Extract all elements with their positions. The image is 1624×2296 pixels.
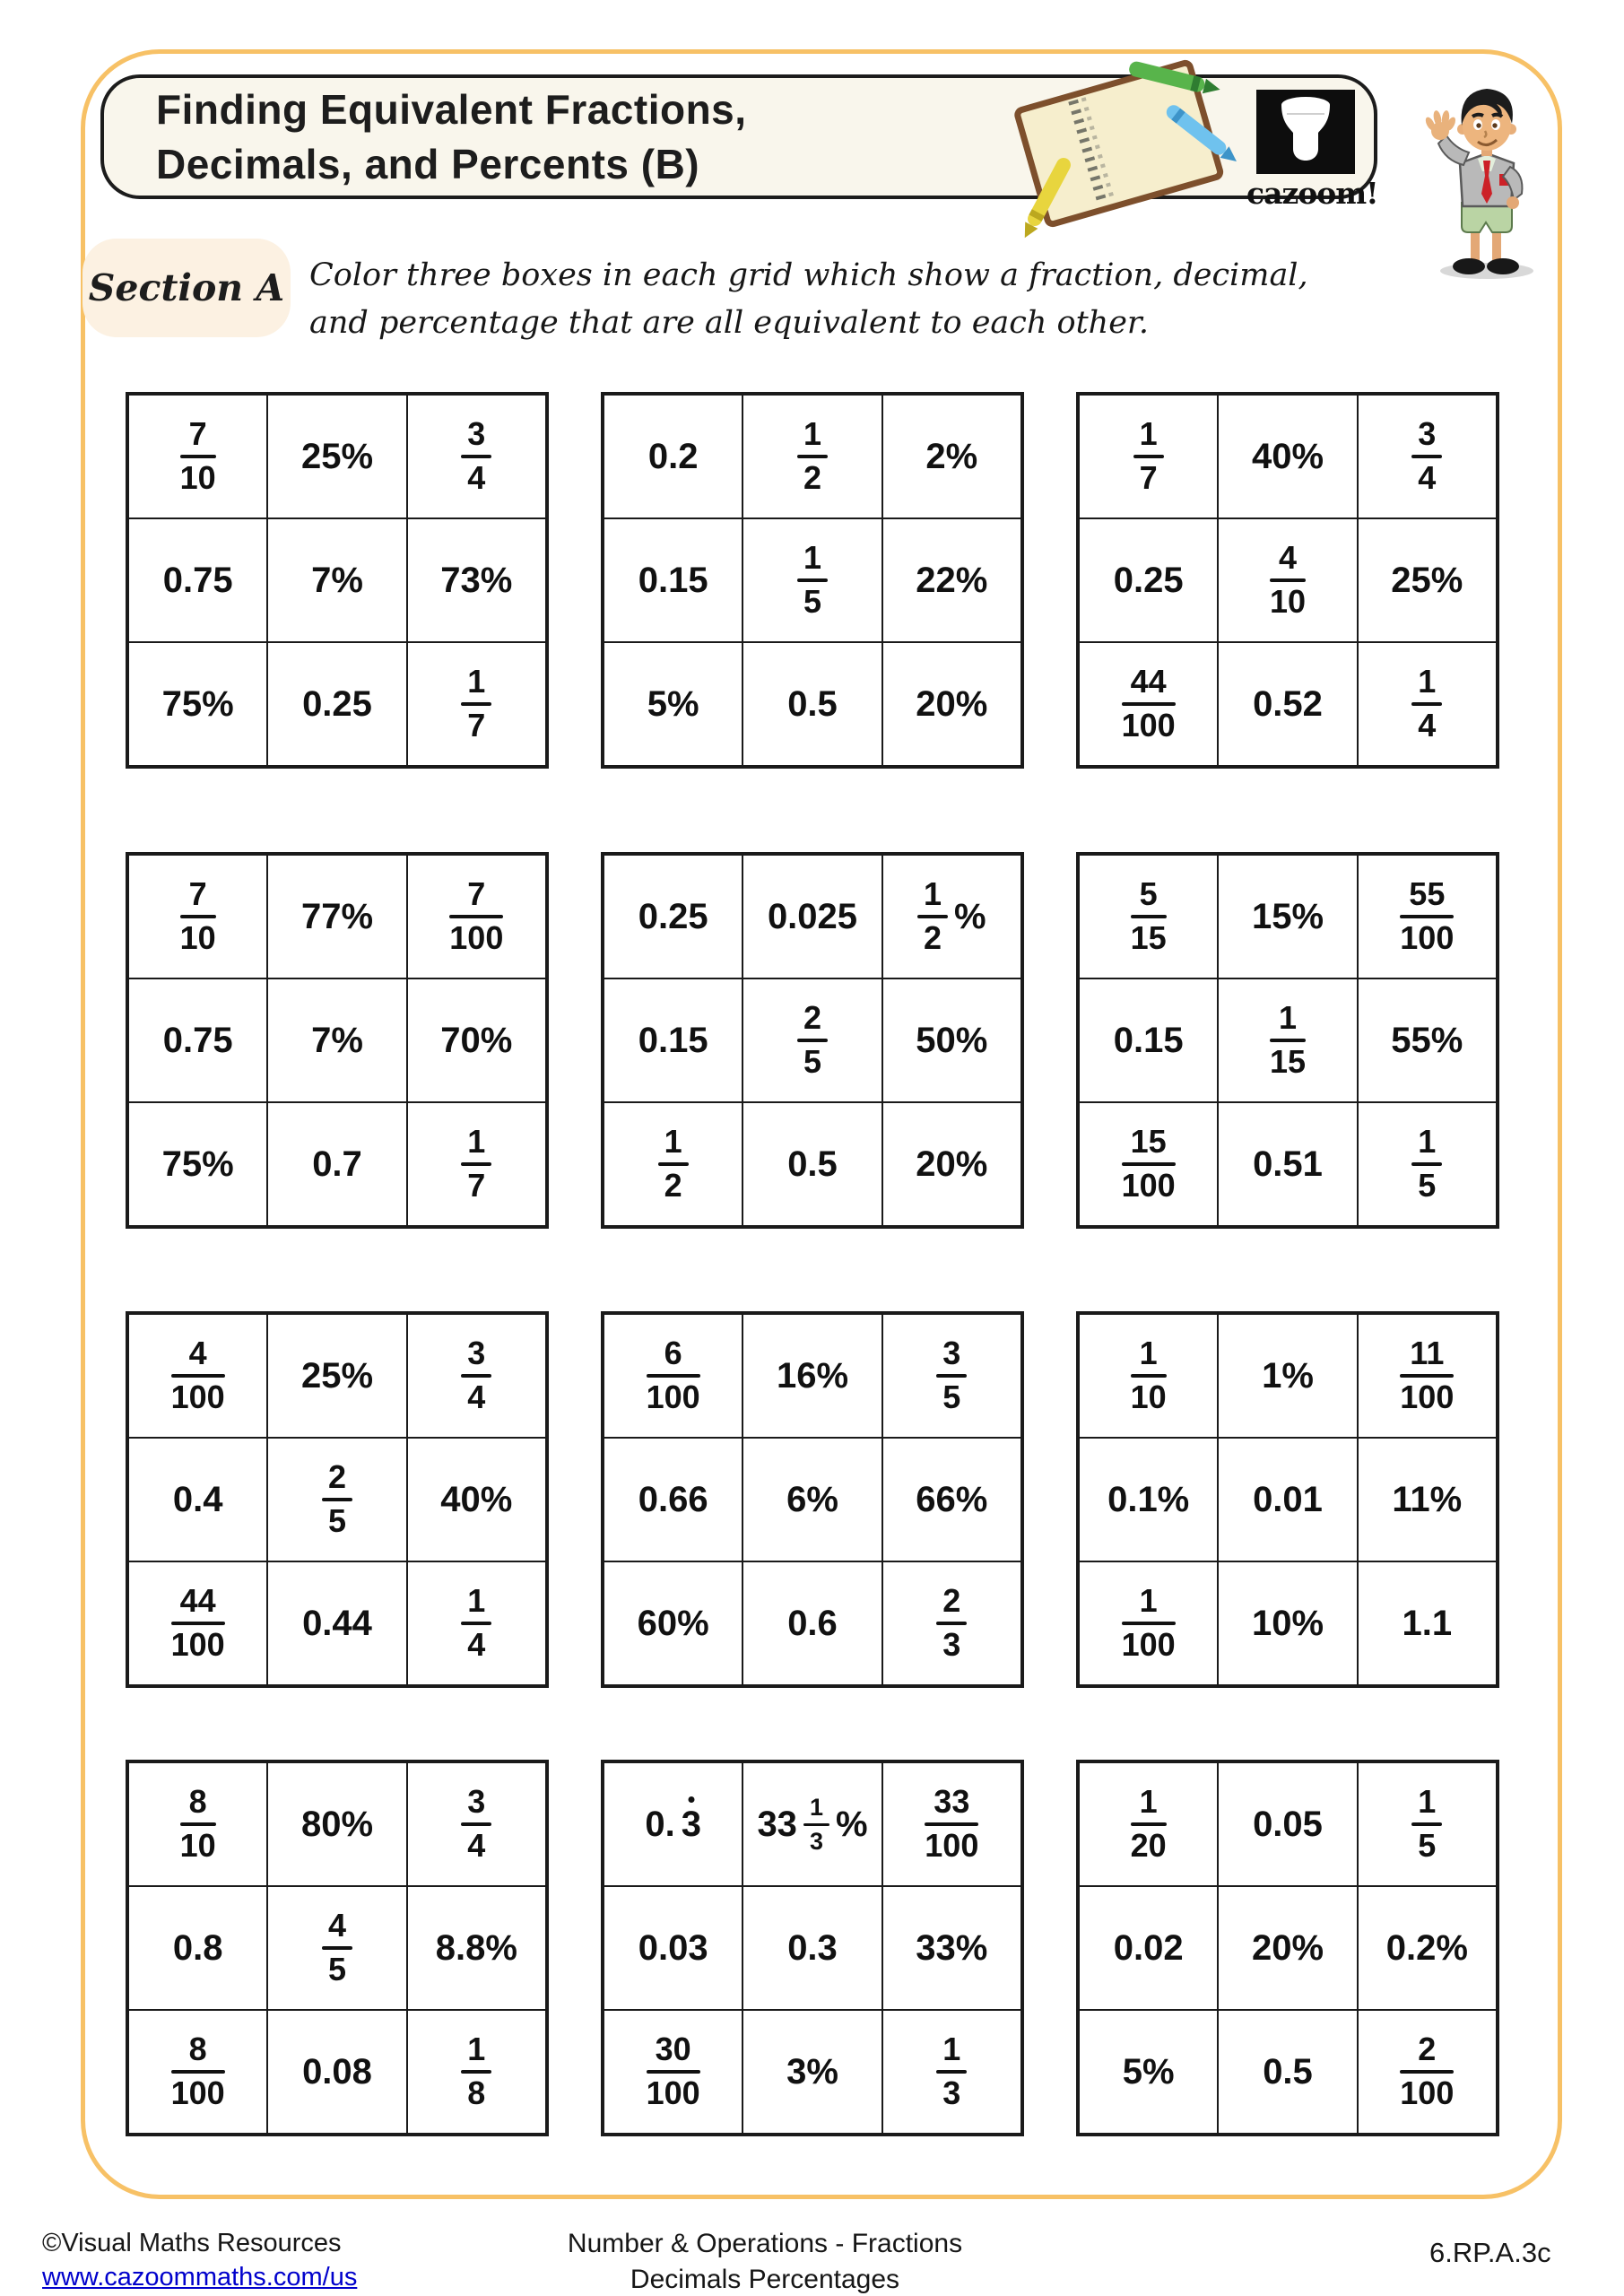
grid-10-cell-r3c2[interactable]: 0.08 — [267, 2010, 406, 2134]
grid-1-cell-r2c2[interactable]: 7% — [267, 518, 406, 642]
grid-6-cell-r2c1[interactable]: 0.15 — [1079, 978, 1218, 1102]
grid-4-cell-r2c1[interactable]: 0.75 — [128, 978, 267, 1102]
grid-7-cell-r3c3[interactable]: $\frac{1}{4}$ — [407, 1561, 546, 1685]
equivalence-grid-12 — [1076, 1760, 1499, 2136]
grid-10-cell-r3c3[interactable]: $\frac{1}{8}$ — [407, 2010, 546, 2134]
grid-10-cell-r2c3[interactable]: 8.8% — [407, 1886, 546, 2010]
grid-1-cell-r3c3[interactable]: $\frac{1}{7}$ — [407, 642, 546, 766]
grid-6-cell-r1c1[interactable]: $\frac{5}{15}$ — [1079, 855, 1218, 978]
grid-4-cell-r2c2[interactable]: 7% — [267, 978, 406, 1102]
grid-4-cell-r3c1[interactable]: 75% — [128, 1102, 267, 1226]
equivalence-grid-9 — [1076, 1311, 1499, 1688]
grid-9-cell-r3c3[interactable]: 1.1 — [1358, 1561, 1497, 1685]
grid-2-cell-r2c1[interactable]: 0.15 — [604, 518, 743, 642]
grid-1-cell-r1c2[interactable]: 25% — [267, 395, 406, 518]
grid-1-cell-r2c3[interactable]: 73% — [407, 518, 546, 642]
grid-4-cell-r1c1[interactable]: $\frac{7}{10}$ — [128, 855, 267, 978]
grid-8-cell-r1c1[interactable]: $\frac{6}{100}$ — [604, 1314, 743, 1438]
title-line-1: Finding Equivalent Fractions, — [156, 85, 747, 133]
grid-12-cell-r2c2[interactable]: 20% — [1218, 1886, 1357, 2010]
grid-11-cell-r2c2[interactable]: 0.3 — [743, 1886, 881, 2010]
grid-1-cell-r2c1[interactable]: 0.75 — [128, 518, 267, 642]
grid-2-cell-r3c1[interactable]: 5% — [604, 642, 743, 766]
grid-2-cell-r2c2[interactable]: $\frac{1}{5}$ — [743, 518, 881, 642]
grid-3-cell-r2c2[interactable]: $\frac{4}{10}$ — [1218, 518, 1357, 642]
grid-8-cell-r2c2[interactable]: 6% — [743, 1438, 881, 1561]
equivalence-grid-10 — [126, 1760, 549, 2136]
grid-3-cell-r3c2[interactable]: 0.52 — [1218, 642, 1357, 766]
grid-2-cell-r3c2[interactable]: 0.5 — [743, 642, 881, 766]
grid-11-cell-r3c3[interactable]: $\frac{1}{3}$ — [882, 2010, 1021, 2134]
grid-6-cell-r1c3[interactable]: $\frac{55}{100}$ — [1358, 855, 1497, 978]
grid-12-cell-r3c1[interactable]: 5% — [1079, 2010, 1218, 2134]
grid-5-cell-r2c1[interactable]: 0.15 — [604, 978, 743, 1102]
grid-3-cell-r2c3[interactable]: 25% — [1358, 518, 1497, 642]
grid-3-cell-r1c3[interactable]: $\frac{3}{4}$ — [1358, 395, 1497, 518]
grid-12-cell-r2c1[interactable]: 0.02 — [1079, 1886, 1218, 2010]
title-line-2: Decimals, and Percents (B) — [156, 140, 700, 187]
grid-9-cell-r1c3[interactable]: $\frac{11}{100}$ — [1358, 1314, 1497, 1438]
website-link[interactable]: www.cazoommaths.com/us — [42, 2263, 358, 2292]
equivalence-grid-3 — [1076, 392, 1499, 769]
grid-12-cell-r1c3[interactable]: $\frac{1}{5}$ — [1358, 1762, 1497, 1886]
grid-6-cell-r2c2[interactable]: $\frac{1}{15}$ — [1218, 978, 1357, 1102]
grid-5-cell-r3c1[interactable]: $\frac{1}{2}$ — [604, 1102, 743, 1226]
grid-6-cell-r1c2[interactable]: 15% — [1218, 855, 1357, 978]
equivalence-grid-11 — [601, 1760, 1024, 2136]
grid-12-cell-r1c1[interactable]: $\frac{1}{20}$ — [1079, 1762, 1218, 1886]
grid-12-cell-r3c3[interactable]: $\frac{2}{100}$ — [1358, 2010, 1497, 2134]
grid-12-cell-r3c2[interactable]: 0.5 — [1218, 2010, 1357, 2134]
equivalence-grid-1 — [126, 392, 549, 769]
grid-3-cell-r3c3[interactable]: $\frac{1}{4}$ — [1358, 642, 1497, 766]
grid-8-cell-r2c3[interactable]: 66% — [882, 1438, 1021, 1561]
grid-4-cell-r3c2[interactable]: 0.7 — [267, 1102, 406, 1226]
grid-1-cell-r3c1[interactable]: 75% — [128, 642, 267, 766]
grid-8-cell-r3c1[interactable]: 60% — [604, 1561, 743, 1685]
grid-8-cell-r2c1[interactable]: 0.66 — [604, 1438, 743, 1561]
grid-9-cell-r1c2[interactable]: 1% — [1218, 1314, 1357, 1438]
grid-9-cell-r1c1[interactable]: $\frac{1}{10}$ — [1079, 1314, 1218, 1438]
instructions-line-1: Color three boxes in each grid which show a fraction, decimal, — [309, 257, 1308, 293]
grid-10-cell-r1c2[interactable]: 80% — [267, 1762, 406, 1886]
grid-9-cell-r3c2[interactable]: 10% — [1218, 1561, 1357, 1685]
grid-10-cell-r1c3[interactable]: $\frac{3}{4}$ — [407, 1762, 546, 1886]
equivalence-grid-2 — [601, 392, 1024, 769]
grid-4-cell-r3c3[interactable]: $\frac{1}{7}$ — [407, 1102, 546, 1226]
equivalence-grid-6 — [1076, 852, 1499, 1229]
grid-7-cell-r2c3[interactable]: 40% — [407, 1438, 546, 1561]
section-label: Section A — [88, 266, 285, 309]
grid-9-cell-r3c1[interactable]: $\frac{1}{100}$ — [1079, 1561, 1218, 1685]
footer-topic-block — [451, 2226, 1079, 2296]
grid-5-cell-r1c2[interactable]: 0.025 — [743, 855, 881, 978]
grid-10-cell-r3c1[interactable]: $\frac{8}{100}$ — [128, 2010, 267, 2134]
grid-5-cell-r2c2[interactable]: $\frac{2}{5}$ — [743, 978, 881, 1102]
grid-1-cell-r3c2[interactable]: 0.25 — [267, 642, 406, 766]
grid-2-cell-r1c1[interactable]: 0.2 — [604, 395, 743, 518]
grid-11-cell-r1c1[interactable]: 0. 3 — [604, 1762, 743, 1886]
grid-4-cell-r2c3[interactable]: 70% — [407, 978, 546, 1102]
grid-7-cell-r1c2[interactable]: 25% — [267, 1314, 406, 1438]
grid-5-cell-r1c3[interactable]: $\frac{1}{2}$ % — [882, 855, 1021, 978]
equivalence-grid-5 — [601, 852, 1024, 1229]
grid-2-cell-r1c2[interactable]: $\frac{1}{2}$ — [743, 395, 881, 518]
grid-10-cell-r2c2[interactable]: $\frac{4}{5}$ — [267, 1886, 406, 2010]
grid-3-cell-r1c2[interactable]: 40% — [1218, 395, 1357, 518]
grid-11-cell-r3c1[interactable]: $\frac{30}{100}$ — [604, 2010, 743, 2134]
footer-copyright-block — [42, 2226, 357, 2294]
equivalence-grid-4 — [126, 852, 549, 1229]
topic-line-2: Decimals Percentages — [630, 2265, 900, 2294]
grid-8-cell-r3c2[interactable]: 0.6 — [743, 1561, 881, 1685]
grid-7-cell-r2c1[interactable]: 0.4 — [128, 1438, 267, 1561]
grid-8-cell-r1c3[interactable]: $\frac{3}{5}$ — [882, 1314, 1021, 1438]
grid-6-cell-r3c2[interactable]: 0.51 — [1218, 1102, 1357, 1226]
topic-line-1: Number & Operations - Fractions — [567, 2229, 963, 2258]
grid-1-cell-r1c3[interactable]: $\frac{3}{4}$ — [407, 395, 546, 518]
grid-9-cell-r2c3[interactable]: 11% — [1358, 1438, 1497, 1561]
grid-11-cell-r1c2[interactable]: 33 $\frac{1}{3}$ % — [743, 1762, 881, 1886]
grid-4-cell-r1c2[interactable]: 77% — [267, 855, 406, 978]
equivalence-grid-7 — [126, 1311, 549, 1688]
logo-wordmark: cazoom! — [1246, 176, 1378, 211]
grid-8-cell-r3c3[interactable]: $\frac{2}{3}$ — [882, 1561, 1021, 1685]
grid-11-cell-r2c3[interactable]: 33% — [882, 1886, 1021, 2010]
standard-code: 6.RP.A.3c — [1429, 2237, 1551, 2268]
grid-11-cell-r2c1[interactable]: 0.03 — [604, 1886, 743, 2010]
grid-9-cell-r2c1[interactable]: 0.1% — [1079, 1438, 1218, 1561]
grid-7-cell-r1c1[interactable]: $\frac{4}{100}$ — [128, 1314, 267, 1438]
grid-5-cell-r3c3[interactable]: 20% — [882, 1102, 1021, 1226]
grid-7-cell-r3c2[interactable]: 0.44 — [267, 1561, 406, 1685]
grid-3-cell-r1c1[interactable]: $\frac{1}{7}$ — [1079, 395, 1218, 518]
grid-6-cell-r3c3[interactable]: $\frac{1}{5}$ — [1358, 1102, 1497, 1226]
grid-1-cell-r1c1[interactable]: $\frac{7}{10}$ — [128, 395, 267, 518]
grid-11-cell-r1c3[interactable]: $\frac{33}{100}$ — [882, 1762, 1021, 1886]
instructions-line-2: and percentage that are all equivalent to each other. — [309, 305, 1149, 341]
grid-4-cell-r1c3[interactable]: $\frac{7}{100}$ — [407, 855, 546, 978]
grid-2-cell-r3c3[interactable]: 20% — [882, 642, 1021, 766]
grid-3-cell-r2c1[interactable]: 0.25 — [1079, 518, 1218, 642]
grid-11-cell-r3c2[interactable]: 3% — [743, 2010, 881, 2134]
equivalence-grid-8 — [601, 1311, 1024, 1688]
grid-2-cell-r1c3[interactable]: 2% — [882, 395, 1021, 518]
grid-10-cell-r1c1[interactable]: $\frac{8}{10}$ — [128, 1762, 267, 1886]
grid-5-cell-r1c1[interactable]: 0.25 — [604, 855, 743, 978]
copyright-text: ©Visual Maths Resources — [42, 2229, 342, 2257]
grid-7-cell-r1c3[interactable]: $\frac{3}{4}$ — [407, 1314, 546, 1438]
grid-2-cell-r2c3[interactable]: 22% — [882, 518, 1021, 642]
grid-9-cell-r2c2[interactable]: 0.01 — [1218, 1438, 1357, 1561]
grid-6-cell-r3c1[interactable]: $\frac{15}{100}$ — [1079, 1102, 1218, 1226]
grid-6-cell-r2c3[interactable]: 55% — [1358, 978, 1497, 1102]
grid-7-cell-r3c1[interactable]: $\frac{44}{100}$ — [128, 1561, 267, 1685]
grid-8-cell-r1c2[interactable]: 16% — [743, 1314, 881, 1438]
grid-12-cell-r2c3[interactable]: 0.2% — [1358, 1886, 1497, 2010]
grid-10-cell-r2c1[interactable]: 0.8 — [128, 1886, 267, 2010]
grid-7-cell-r2c2[interactable]: $\frac{2}{5}$ — [267, 1438, 406, 1561]
grid-12-cell-r1c2[interactable]: 0.05 — [1218, 1762, 1357, 1886]
grid-5-cell-r2c3[interactable]: 50% — [882, 978, 1021, 1102]
grid-5-cell-r3c2[interactable]: 0.5 — [743, 1102, 881, 1226]
grid-3-cell-r3c1[interactable]: $\frac{44}{100}$ — [1079, 642, 1218, 766]
